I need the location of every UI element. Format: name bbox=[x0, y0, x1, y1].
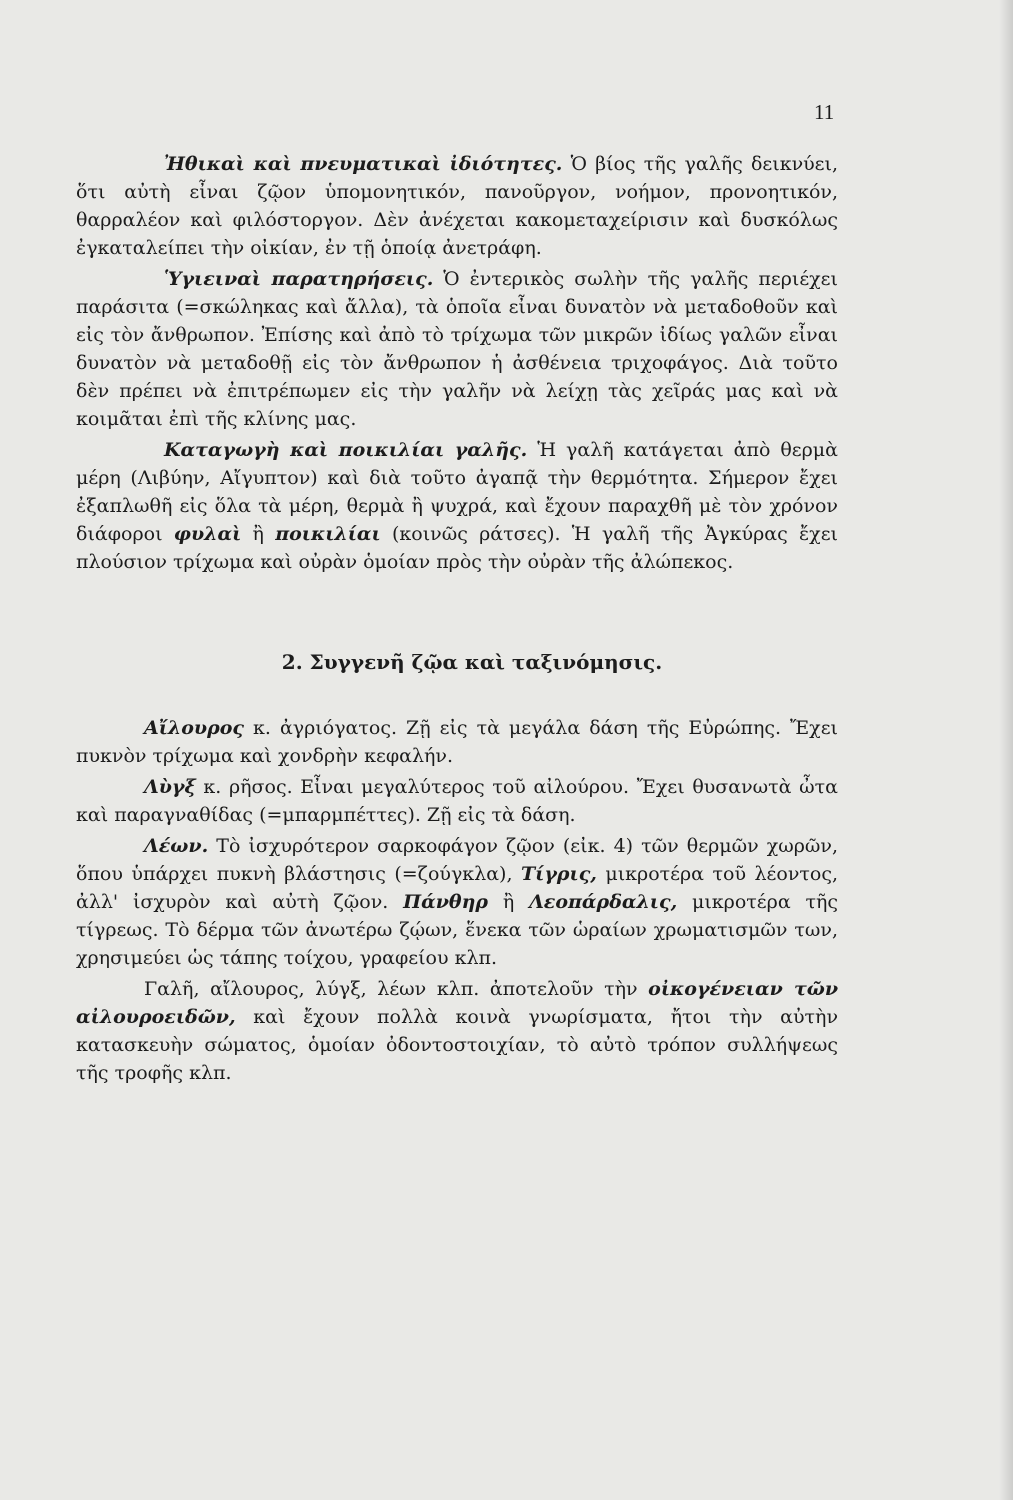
paragraph-lynx bbox=[76, 773, 838, 829]
paragraph-text: καὶ ἔχουν πολλὰ κοινὰ γνωρίσματα, ἤτοι τὴν αὐτὴν κατασκευὴν σώματος, ὁμοίαν ὀδοντοστοιχίαν, τὸ αὐτὸ τρόπον συλλήψεως τῆς τροφῆς κλπ. bbox=[76, 1006, 838, 1084]
paragraph-text: Ἡ γαλῆ κατάγεται ἀπὸ θερμὰ μέρη (Λιβύην, Αἴγυπτον) καὶ διὰ τοῦτο ἀγαπᾷ τὴν θερμότητα. Σήμερον ἔχει ἐξαπλωθῆ εἰς ὅλα τὰ μέρη, θερμὰ ἢ ψυχρά, καὶ ἔχουν παραχθῆ μὲ τὸν χρόνον διάφοροι bbox=[76, 439, 838, 545]
term-origin: Καταγωγὴ καὶ ποικιλίαι γαλῆς. bbox=[164, 439, 528, 461]
paragraph-text: ἢ bbox=[241, 523, 276, 545]
paragraph-origin bbox=[76, 436, 838, 576]
term-ethical-traits: Ἠθικαὶ καὶ πνευματικαὶ ἰδιότητες. bbox=[164, 153, 563, 175]
term-tiger: Τίγρις, bbox=[521, 863, 597, 885]
section-heading: 2. Συγγενῆ ζῷα καὶ ταξινόμησις. bbox=[281, 650, 663, 674]
paragraph-text: Ὁ βίος τῆς γαλῆς δεικνύει, ὅτι αὐτὴ εἶναι ζῷον ὑπομονητικόν, πανοῦργον, νοήμον, προνοητικόν, θαρραλέον καὶ φιλόστοργον. Δὲν ἀνέχεται κακομεταχείρισιν καὶ δυσκόλως ἐγκαταλείπει τὴν οἰκίαν, ἐν τῇ ὁποίᾳ ἀνετράφη. bbox=[76, 153, 838, 259]
term-lion: Λέων. bbox=[144, 835, 209, 857]
term-breeds: φυλαὶ bbox=[173, 523, 242, 545]
term-panther: Πάνθηρ bbox=[403, 891, 489, 913]
body-text bbox=[76, 150, 838, 1087]
term-felidae-family: οἰκογένειαν τῶν αἰλουροειδῶν, bbox=[76, 978, 838, 1028]
paragraph-text: Γαλῆ, αἴλουρος, λύγξ, λέων κλπ. ἀποτελοῦν τὴν bbox=[144, 978, 649, 1000]
paragraph-text: κ. ἀγριόγατος. Ζῇ εἰς τὰ μεγάλα δάση τῆς Εὐρώπης. Ἔχει πυκνὸν τρίχωμα καὶ χονδρὴν κεφαλήν. bbox=[76, 717, 838, 767]
term-lynx: Λὺγξ bbox=[144, 776, 196, 798]
paragraph-text: Τὸ ἰσχυρότερον σαρκοφάγον ζῷον (εἰκ. 4) τῶν θερμῶν χωρῶν, ὅπου ὑπάρχει πυκνὴ βλάστησις (=ζούγκλα), bbox=[76, 835, 838, 885]
paragraph-hygiene bbox=[76, 265, 838, 433]
paragraph-wildcat bbox=[76, 714, 838, 770]
paragraph-text: ἢ bbox=[488, 891, 530, 913]
paragraph-lion bbox=[76, 832, 838, 972]
paragraph-text: μικροτέρα τοῦ λέοντος, ἀλλ' ἰσχυρὸν καὶ αὐτὴ ζῷον. bbox=[76, 863, 838, 913]
paragraph-text: μικροτέρα τῆς τίγρεως. Τὸ δέρμα τῶν ἀνωτέρω ζῴων, ἕνεκα τῶν ὡραίων χρωματισμῶν των, χρησιμεύει ὡς τάπης τοίχου, γραφείου κλπ. bbox=[76, 891, 838, 969]
term-hygiene: Ὑγιειναὶ παρατηρήσεις. bbox=[164, 268, 434, 290]
term-wildcat: Αἴλουρος bbox=[144, 717, 244, 739]
paragraph-text: (κοινῶς ράτσες). Ἡ γαλῆ τῆς Ἀγκύρας ἔχει πλούσιον τρίχωμα καὶ οὐρὰν ὁμοίαν πρὸς τὴν οὐρὰν τῆς ἀλώπεκος. bbox=[76, 523, 838, 573]
paragraph-ethical-traits bbox=[76, 150, 838, 262]
page-number: 11 bbox=[814, 100, 835, 124]
paragraph-text: Ὁ ἐντερικὸς σωλὴν τῆς γαλῆς περιέχει παράσιτα (=σκώληκας καὶ ἄλλα), τὰ ὁποῖα εἶναι δυνατὸν νὰ μεταδοθοῦν καὶ εἰς τὸν ἄνθρωπον. Ἐπίσης καὶ ἀπὸ τὸ τρίχωμα τῶν μικρῶν ἰδίως γαλῶν εἶναι δυνατὸν νὰ μεταδοθῇ εἰς τὸν ἄνθρωπον ἡ ἀσθένεια τριχοφάγος. Διὰ τοῦτο δὲν πρέπει νὰ ἐπιτρέπωμεν εἰς τὴν γαλῆν νὰ λείχῃ τὰς χεῖράς μας καὶ νὰ κοιμᾶται ἐπὶ τῆς κλίνης μας. bbox=[76, 268, 838, 430]
term-varieties: ποικιλίαι bbox=[275, 523, 381, 545]
term-leopard: Λεοπάρδαλις, bbox=[529, 891, 678, 913]
paragraph-text: κ. ρῆσος. Εἶναι μεγαλύτερος τοῦ αἰλούρου. Ἔχει θυσανωτὰ ὦτα καὶ παραγναθίδας (=μπαρμπέττες). Ζῇ εἰς τὰ δάση. bbox=[76, 776, 838, 826]
paragraph-family bbox=[76, 975, 838, 1087]
